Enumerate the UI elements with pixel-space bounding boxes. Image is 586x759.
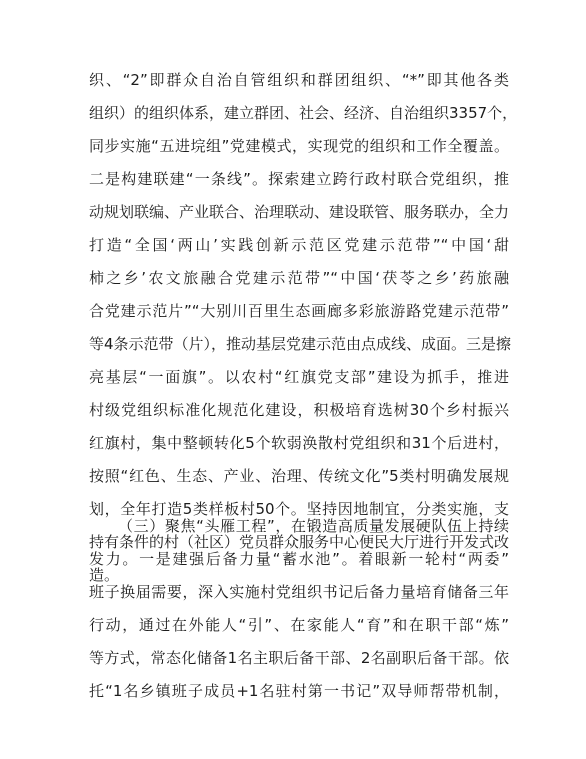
text-line: 二是构建联建“一条线”。探索建立跨行政村联合党组织，推 [89, 170, 509, 188]
text-line: 行动，通过在外能人“引”、在家能人“育”和在职干部“炼” [89, 616, 509, 634]
text-line: 班子换届需要，深入实施村党组织书记后备力量培育储备三年 [89, 583, 509, 601]
text-line: 织、“2”即群众自治自管组织和群团组织、“*”即其他各类 [89, 71, 509, 89]
text-line: 合党建示范片”“大别川百里生态画廊多彩旅游路党建示范带” [89, 302, 509, 320]
text-line: 等方式，常态化储备1名主职后备干部、2名副职后备干部。依 [89, 649, 509, 667]
text-line: 托“1名乡镇班子成员+1名驻村第一书记”双导师帮带机制， [89, 682, 509, 700]
text-line: 等4条示范带（片），推动基层党建示范由点成线、成面。三是擦 [89, 335, 512, 353]
text-line: 发力。一是建强后备力量“蓄水池”。着眼新一轮村“两委” [89, 550, 509, 568]
text-line: 柿之乡’农文旅融合党建示范带”“中国‘茯苓之乡’药旅融 [89, 269, 509, 287]
paragraph-head-goose-project [89, 510, 509, 708]
text-line: 同步实施“五进垸组”党建模式，实现党的组织和工作全覆盖。 [89, 137, 509, 155]
text-line: 组织）的组织体系，建立群团、社会、经济、自治组织3357个， [89, 104, 518, 122]
text-line: 持有条件的村（社区）党员群众服务中心便民大厅进行开发式改 [89, 533, 510, 551]
text-line: 按照“红色、生态、产业、治理、传统文化”5类村明确发展规 [89, 467, 509, 485]
text-line: 划，全年打造5类样板村50个。坚持因地制宜，分类实施，支 [89, 500, 509, 518]
text-line: 动规划联编、产业联合、治理联动、建设联管、服务联办，全力 [89, 203, 510, 221]
text-line: 红旗村，集中整顿转化5个软弱涣散村党组织和31个后进村， [89, 434, 509, 452]
text-line: 打造“全国‘两山’实践创新示范区党建示范带”“中国‘甜 [89, 236, 509, 254]
text-line: 造。 [89, 566, 120, 584]
text-line: （三）聚焦“头雁工程”，在锻造高质量发展硬队伍上持续 [118, 517, 509, 535]
text-line: 村级党组织标准化规范化建设，积极培育选树30个乡村振兴 [89, 401, 509, 419]
text-line: 亮基层“一面旗”。以农村“红旗党支部”建设为抓手，推进 [89, 368, 509, 386]
